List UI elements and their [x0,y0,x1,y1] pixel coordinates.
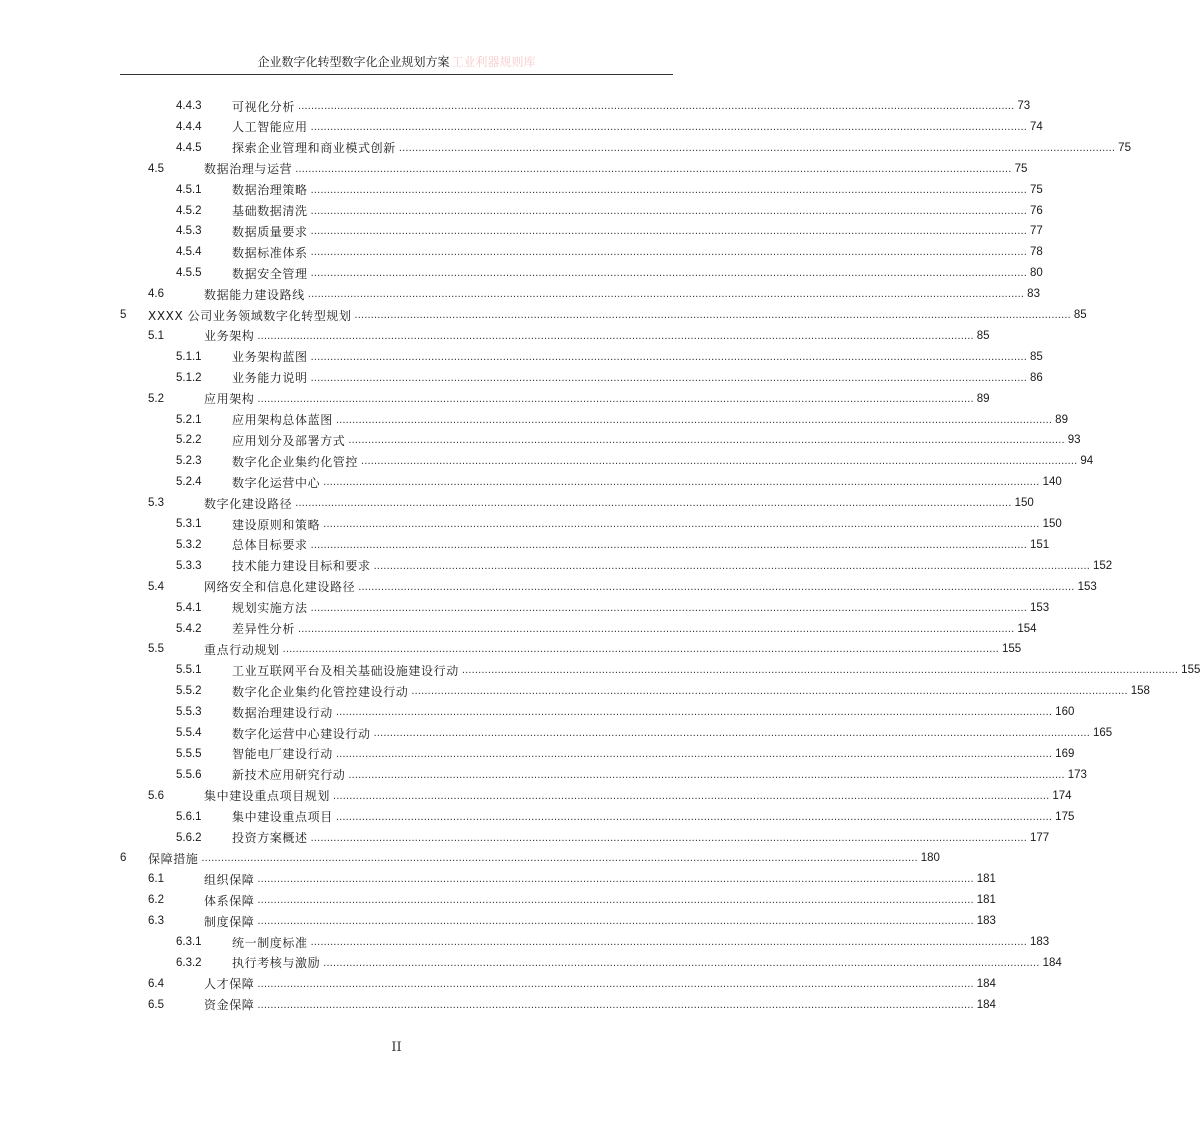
toc-entry-title: 统一制度标准 [232,935,308,950]
toc-entry-number: 5.2.4 [176,476,202,489]
toc-entry-page: 85 [976,329,990,342]
toc-entry-title: 投资方案概述 [232,831,308,845]
toc-entry-number: 5.3.1 [176,518,202,530]
dot-leader: ............................................................................................................................................................................................................................ [310,225,1027,238]
toc-entry-title: 业务架构蓝图 [232,350,308,365]
dot-leader: ............................................................................................................................................................................................................................ [348,768,1065,781]
toc-entry-title: 数据能力建设路线 [204,287,305,302]
toc-entry-title: XXXX 公司业务领域数字化转型规划 [148,308,352,323]
toc-entry-number: 5.1 [148,329,164,342]
dot-leader: ............................................................................................................................................................................................................................ [373,559,1090,572]
toc-entry-number: 6 [120,852,127,865]
toc-entry-title: 网络安全和信息化建设路径 [204,580,356,595]
toc-entry[interactable] [0,201,1043,221]
toc-entry-title: 资金保障 [204,998,255,1013]
dot-leader: ............................................................................................................................................................................................................................ [307,288,1025,301]
toc-entry[interactable] [0,159,1028,179]
toc-entry-page: 86 [1029,371,1043,384]
toc-entry-page: 153 [1029,601,1050,614]
toc-entry-page: 74 [1029,120,1043,133]
toc-entry-title: 数据标准体系 [232,245,308,260]
toc-entry-title: 可视化分析 [232,99,296,114]
toc-entry-title: 执行考核与激励 [232,956,321,971]
toc-entry-page: 184 [1042,956,1062,969]
toc-entry[interactable] [0,765,1087,785]
dot-leader: ............................................................................................................................................................................................................................ [257,998,974,1011]
toc-entry-page: 150 [1042,518,1062,530]
toc-entry[interactable] [0,598,1050,618]
toc-entry[interactable] [0,221,1043,241]
toc-entry-title: 组织保障 [204,872,255,887]
toc-entry[interactable] [0,472,1062,492]
toc-entry-number: 4.5.2 [176,204,202,217]
toc-entry[interactable] [0,242,1043,262]
toc-entry[interactable] [0,702,1075,722]
dot-leader: ............................................................................................................................................................................................................................ [257,915,974,928]
toc-entry-title: 应用架构 [204,392,255,407]
toc-entry-number: 5.2.1 [176,413,202,426]
dot-leader: ............................................................................................................................................................................................................................ [348,434,1065,447]
toc-entry-page: 75 [1014,162,1028,175]
toc-entry[interactable] [0,660,1200,680]
toc-entry-page: 73 [1017,100,1031,112]
dot-leader: ............................................................................................................................................................................................................................ [257,873,974,886]
toc-entry-page: 75 [1118,141,1131,154]
toc-entry-number: 4.4.4 [176,120,202,133]
toc-entry-page: 152 [1092,559,1113,572]
toc-entry-page: 140 [1042,476,1062,489]
dot-leader: ............................................................................................................................................................................................................................ [201,852,918,865]
dot-leader: ............................................................................................................................................................................................................................ [310,246,1027,259]
dot-leader: ............................................................................................................................................................................................................................ [354,309,1071,321]
toc-entry-page: 85 [1073,309,1087,321]
dot-leader: ............................................................................................................................................................................................................................ [411,685,1128,698]
toc-entry-page: 155 [1001,643,1022,656]
toc-entry-page: 173 [1067,768,1087,781]
toc-entry-page: 181 [976,873,996,886]
toc-entry-page: 151 [1029,538,1050,551]
toc-entry-number: 6.4 [148,977,164,990]
toc-entry-title: 数字化建设路径 [204,496,293,511]
toc-entry-title: 人工智能应用 [232,120,308,135]
toc-entry-title: 数据治理建设行动 [232,705,333,720]
toc-entry[interactable] [0,410,1068,430]
toc-entry[interactable] [0,869,996,889]
dot-leader: ............................................................................................................................................................................................................................ [335,413,1053,426]
toc-entry-title: 人才保障 [204,977,255,992]
toc-entry-title: 保障措施 [148,851,199,866]
dot-leader: ............................................................................................................................................................................................................................ [361,455,1078,468]
dot-leader: ............................................................................................................................................................................................................................ [373,727,1090,739]
toc-entry-number: 5.5 [148,643,164,656]
toc-entry[interactable] [0,974,996,994]
toc-entry[interactable] [0,493,1034,513]
dot-leader: ............................................................................................................................................................................................................................ [358,580,1075,593]
dot-leader: ............................................................................................................................................................................................................................ [398,141,1116,154]
page-number: II [391,1040,402,1055]
toc-entry-number: 6.3.1 [176,936,202,948]
toc-entry[interactable] [0,117,1043,137]
dot-leader: ............................................................................................................................................................................................................................ [310,183,1027,196]
toc-entry[interactable] [0,723,1113,743]
toc-entry-number: 5.1.2 [176,371,202,384]
toc-entry[interactable] [0,451,1094,471]
toc-entry-number: 4.6 [148,288,164,301]
toc-entry[interactable] [0,347,1043,367]
toc-entry[interactable] [0,326,990,346]
toc-entry-title: 数据质量要求 [232,224,308,239]
toc-entry-title: 体系保障 [204,893,255,908]
toc-entry[interactable] [0,807,1075,827]
dot-leader: ............................................................................................................................................................................................................................ [461,664,1179,677]
toc-entry[interactable] [0,535,1050,555]
toc-entry-number: 5.3 [148,497,164,510]
dot-leader: ............................................................................................................................................................................................................................ [310,601,1027,614]
toc-entry-title: 探索企业管理和商业模式创新 [232,141,396,156]
toc-entry[interactable] [0,619,1037,639]
toc-entry-number: 5.6.2 [176,831,202,844]
dot-leader: ............................................................................................................................................................................................................................ [310,538,1027,551]
dot-leader: ............................................................................................................................................................................................................................ [323,518,1040,530]
toc-entry[interactable] [0,744,1075,764]
toc-entry-title: 应用架构总体蓝图 [232,413,333,427]
toc-entry[interactable] [0,639,1022,659]
dot-leader: ............................................................................................................................................................................................................................ [323,476,1040,489]
toc-entry-title: 智能电厂建设行动 [232,747,333,762]
toc-entry[interactable] [0,389,990,409]
toc-entry-page: 83 [1027,288,1040,301]
toc-entry-number: 6.5 [148,998,164,1011]
dot-leader: ............................................................................................................................................................................................................................ [310,267,1027,280]
dot-leader: ............................................................................................................................................................................................................................ [282,643,999,656]
toc-entry-number: 5.6 [148,789,164,802]
toc-entry[interactable] [0,911,996,931]
toc-entry-page: 93 [1067,434,1081,447]
toc-entry-page: 183 [1029,936,1050,948]
toc-entry-page: 184 [976,977,996,990]
dot-leader: ............................................................................................................................................................................................................................ [257,977,974,990]
toc-entry-title: 制度保障 [204,914,255,929]
toc-entry-number: 4.4.5 [176,141,202,154]
dot-leader: ............................................................................................................................................................................................................................ [310,936,1027,948]
toc-entry-page: 184 [976,998,996,1011]
dot-leader: ............................................................................................................................................................................................................................ [335,810,1053,823]
toc-entry-page: 169 [1055,747,1075,760]
toc-entry-title: 数字化运营中心建设行动 [232,726,371,741]
toc-entry-title: 数字化运营中心 [232,475,321,490]
toc-entry-title: 工业互联网平台及相关基础设施建设行动 [232,663,459,678]
toc-entry-number: 5.5.5 [176,747,202,760]
toc-entry-title: 集中建设重点项目 [232,810,333,825]
toc-entry[interactable] [0,96,1031,116]
dot-leader: ............................................................................................................................................................................................................................ [257,329,974,342]
toc-entry-page: 77 [1029,225,1043,238]
toc-entry[interactable] [0,848,940,868]
running-header [120,54,673,75]
dot-leader: ............................................................................................................................................................................................................................ [310,371,1027,384]
toc-entry-title: 建设原则和策略 [232,517,321,532]
toc-entry-number: 5.1.1 [176,350,202,363]
toc-entry-page: 94 [1080,455,1094,468]
dot-leader: ............................................................................................................................................................................................................................ [298,622,1015,635]
toc-entry-page: 76 [1029,204,1043,217]
toc-entry-page: 165 [1092,727,1113,739]
dot-leader: ............................................................................................................................................................................................................................ [335,706,1053,719]
toc-entry-page: 175 [1055,810,1075,823]
toc-entry-page: 181 [976,894,996,907]
dot-leader: ............................................................................................................................................................................................................................ [310,831,1027,844]
toc-entry-number: 5.6.1 [176,810,202,823]
document-title: 企业数字化转型数字化企业规划方案 [257,55,450,69]
toc-entry-number: 5 [120,309,127,321]
toc-entry-number: 6.2 [148,894,164,907]
toc-entry[interactable] [0,577,1097,597]
toc-entry[interactable] [0,284,1040,304]
dot-leader: ............................................................................................................................................................................................................................ [310,120,1027,133]
toc-entry-number: 5.4.1 [176,601,202,614]
toc-entry-number: 5.5.6 [176,768,202,781]
toc-entry-title: 业务架构 [204,329,255,344]
toc-entry-page: 158 [1130,685,1150,698]
dot-leader: ............................................................................................................................................................................................................................ [298,100,1015,112]
toc-entry-number: 6.3 [148,915,164,928]
toc-entry-page: 80 [1029,267,1043,280]
toc-entry-page: 177 [1029,831,1050,844]
toc-entry-number: 5.2.3 [176,455,202,468]
dot-leader: ............................................................................................................................................................................................................................ [335,747,1053,760]
toc-entry-title: 数字化企业集约化管控建设行动 [232,684,409,699]
toc-entry-number: 6.1 [148,873,164,886]
toc-entry-number: 5.3.3 [176,559,202,572]
toc-entry-number: 5.3.2 [176,538,202,551]
toc-entry-number: 4.5.1 [176,183,202,196]
toc-entry-page: 153 [1077,580,1097,593]
toc-entry[interactable] [0,180,1043,200]
toc-entry-number: 4.5.5 [176,267,202,280]
toc-entry-number: 4.5.4 [176,246,202,259]
toc-entry-page: 150 [1014,497,1034,510]
toc-entry[interactable] [0,995,996,1015]
toc-entry-page: 89 [976,392,990,405]
toc-entry-number: 5.5.3 [176,706,202,719]
dot-leader: ............................................................................................................................................................................................................................ [257,894,974,907]
dot-leader: ............................................................................................................................................................................................................................ [310,350,1027,363]
toc-entry[interactable] [0,890,996,910]
toc-entry-title: 基础数据清洗 [232,204,308,218]
toc-entry-page: 180 [920,852,940,865]
toc-entry-title: 技术能力建设目标和要求 [232,559,371,574]
toc-entry[interactable] [0,368,1043,388]
dot-leader: ............................................................................................................................................................................................................................ [310,204,1027,217]
toc-entry[interactable] [0,932,1050,952]
toc-entry[interactable] [0,305,1087,325]
toc-entry-page: 174 [1052,789,1072,802]
toc-entry-page: 160 [1055,706,1075,719]
toc-entry-page: 89 [1055,413,1068,426]
dot-leader: ............................................................................................................................................................................................................................ [295,497,1012,510]
toc-entry[interactable] [0,681,1150,701]
watermark-text: 工业利器规则库 [451,55,536,69]
toc-entry[interactable] [0,786,1072,806]
toc-entry-page: 154 [1017,622,1037,635]
toc-entry-number: 4.5 [148,162,164,175]
toc-entry[interactable] [0,263,1043,283]
toc-entry[interactable] [0,828,1050,848]
toc-entry[interactable] [0,556,1113,576]
toc-entry-page: 155 [1181,664,1200,677]
toc-entry-number: 5.4.2 [176,622,202,635]
toc-entry-title: 数字化企业集约化管控 [232,454,359,469]
toc-entry-number: 5.5.4 [176,727,202,739]
toc-entry-number: 4.4.3 [176,100,202,112]
toc-entry[interactable] [0,514,1062,534]
toc-entry-title: 新技术应用研究行动 [232,768,346,783]
toc-entry-number: 5.4 [148,580,164,593]
toc-entry[interactable] [0,953,1062,973]
toc-entry-number: 5.2.2 [176,434,202,447]
toc-entry-title: 规划实施方法 [232,601,308,616]
toc-entry-number: 5.2 [148,392,164,405]
toc-entry-title: 重点行动规划 [204,642,280,657]
toc-entry-number: 6.3.2 [176,956,202,969]
toc-entry-number: 4.5.3 [176,225,202,238]
toc-entry[interactable] [0,430,1081,450]
dot-leader: ............................................................................................................................................................................................................................ [295,162,1012,175]
dot-leader: ............................................................................................................................................................................................................................ [323,956,1040,969]
toc-entry-page: 183 [976,915,996,928]
toc-entry-number: 5.5.1 [176,664,202,677]
toc-entry-title: 集中建设重点项目规划 [204,789,331,804]
dot-leader: ............................................................................................................................................................................................................................ [257,392,974,405]
toc-entry-page: 85 [1029,350,1043,363]
toc-entry-title: 业务能力说明 [232,371,308,386]
toc-entry-number: 5.5.2 [176,685,202,698]
dot-leader: ............................................................................................................................................................................................................................ [333,789,1050,802]
toc-entry-page: 75 [1029,183,1043,196]
toc-entry-title: 数据治理与运营 [204,162,293,177]
toc-entry-title: 应用划分及部署方式 [232,433,346,448]
toc-entry-title: 数据安全管理 [232,266,308,281]
toc-entry[interactable] [0,138,1131,158]
toc-entry-title: 差异性分析 [232,622,296,636]
toc-entry-title: 总体目标要求 [232,538,308,553]
toc-entry-page: 78 [1029,246,1043,259]
toc-entry-title: 数据治理策略 [232,183,308,198]
